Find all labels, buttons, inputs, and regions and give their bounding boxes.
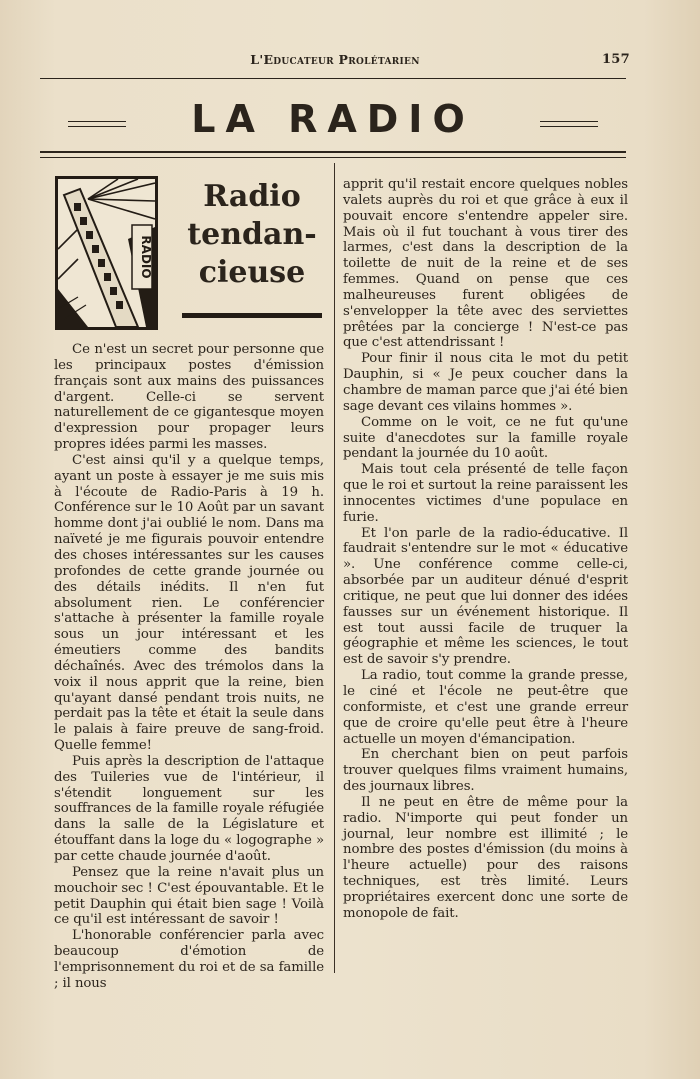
section-title: LA RADIO [191, 97, 475, 141]
paragraph: En cherchant bien on peut parfois trouver quelques films vraiment humains, des journaux libres. [343, 747, 628, 795]
paragraph: Puis après la description de l'attaque des Tuileries vue de l'intérieur, il s'étendit longuement sur les souffrances de la famille royale réfugiée dans la salle de la Législature et étouffant dans la loge du « logographe » par cette chaude journée d'août. [54, 753, 324, 864]
double-rule [40, 151, 626, 158]
paragraph: L'honorable conférencier parla avec beaucoup d'émotion de l'emprisonnement du roi et de sa famille ; il nous [54, 928, 324, 991]
article-title [182, 178, 322, 292]
article-column-left [54, 342, 324, 992]
paragraph: apprit qu'il restait encore quelques nobles valets auprès du roi et que grâce à eux il pouvait encore s'entendre appeler sire. Mais où il fut touchant à vous tirer des larmes, c'est dans la description de la toilette de nuit de la reine et de ses femmes. Quand on pense que ces malheureuses furent obligées de s'envelopper la tête avec des serviettes prêtées par la concierge ! N'est-ce pas que c'est attendrissant ! [343, 177, 628, 351]
article-title-line: cieuse [198, 255, 306, 290]
emblem-label: RADIO [139, 235, 153, 279]
paragraph: Mais tout cela présenté de telle façon que le roi et surtout la reine paraissent les innocentes victimes d'une populace en furie. [343, 462, 628, 525]
title-ornament-right [540, 121, 598, 127]
top-rule [40, 78, 626, 79]
paragraph: La radio, tout comme la grande presse, le ciné et l'école ne peut-être que conformiste, et c'est une grande erreur que de croire qu'elle peut être à l'heure actuelle un moyen d'émancipation. [343, 668, 628, 747]
running-head [40, 52, 630, 70]
paragraph: Comme on le voit, ce ne fut qu'une suite d'anecdotes sur la famille royale pendant la journée du 10 août. [343, 414, 628, 462]
article-title-line: tendan- [187, 217, 317, 252]
article-column-right [343, 177, 628, 922]
paragraph: C'est ainsi qu'il y a quelque temps, ayant un poste à essayer je me suis mis à l'écoute de Radio-Paris à 19 h. Conférence sur le 10 Août par un savant homme dont j'ai oublié le nom. Dans ma naïveté je me figurais pouvoir entendre des choses intéressantes sur les causes profondes de cette grande journée ou des détails inédits. Il n'en fut absolument rien. Le conférencier s'attache à présenter la famille royale sous un jour intéressant et les émeutiers comme des bandits déchaînés. Avec des trémolos dans la voix il nous apprit que la reine, bien qu'ayant dansé pendant trois nuits, ne perdait pas la tête et était la seule dans le palais à faire preuve de sang-froid. Quelle femme! [54, 452, 324, 754]
article-title-line: Radio [203, 179, 301, 214]
column-divider [334, 163, 335, 973]
radio-tower-illustration [55, 176, 158, 330]
article-title-rule [182, 313, 322, 318]
paragraph: Et l'on parle de la radio-éducative. Il faudrait s'entendre sur le mot « éducative ». Une conférence comme celle-ci, absorbée par un auditeur dénué d'esprit critique, ne peut que lui donner des idées fausses sur un événement historique. Il est tout aussi facile de truquer la géographie et même les sciences, le tout est de savoir s'y prendre. [343, 525, 628, 668]
page-number: 157 [601, 52, 630, 67]
paragraph: Ce n'est un secret pour personne que les principaux postes d'émission français sont aux mains des puissances d'argent. Celle-ci se servent naturellement de ce gigantesque moyen d'expression pour propager leurs propres idées parmi les masses. [54, 342, 324, 453]
paragraph: Il ne peut en être de même pour la radio. N'importe qui peut fonder un journal, leur nombre est illimité ; le nombre des postes d'émission (du moins à l'heure actuelle) pour des raisons techniques, est très limité. Leurs propriétaires exercent donc une sorte de monopole de fait. [343, 794, 628, 921]
journal-title: L'Educateur Prolétarien [250, 52, 420, 67]
paragraph: Pensez que la reine n'avait plus un mouchoir sec ! C'est épouvantable. Et le petit Dauphin qui était bien sage ! Voilà ce qu'il est intéressant de savoir ! [54, 864, 324, 928]
paragraph: Pour finir il nous cita le mot du petit Dauphin, si « Je peux coucher dans la chambre de maman parce que j'ai été bien sage devant ces vilains hommes ». [343, 351, 628, 414]
